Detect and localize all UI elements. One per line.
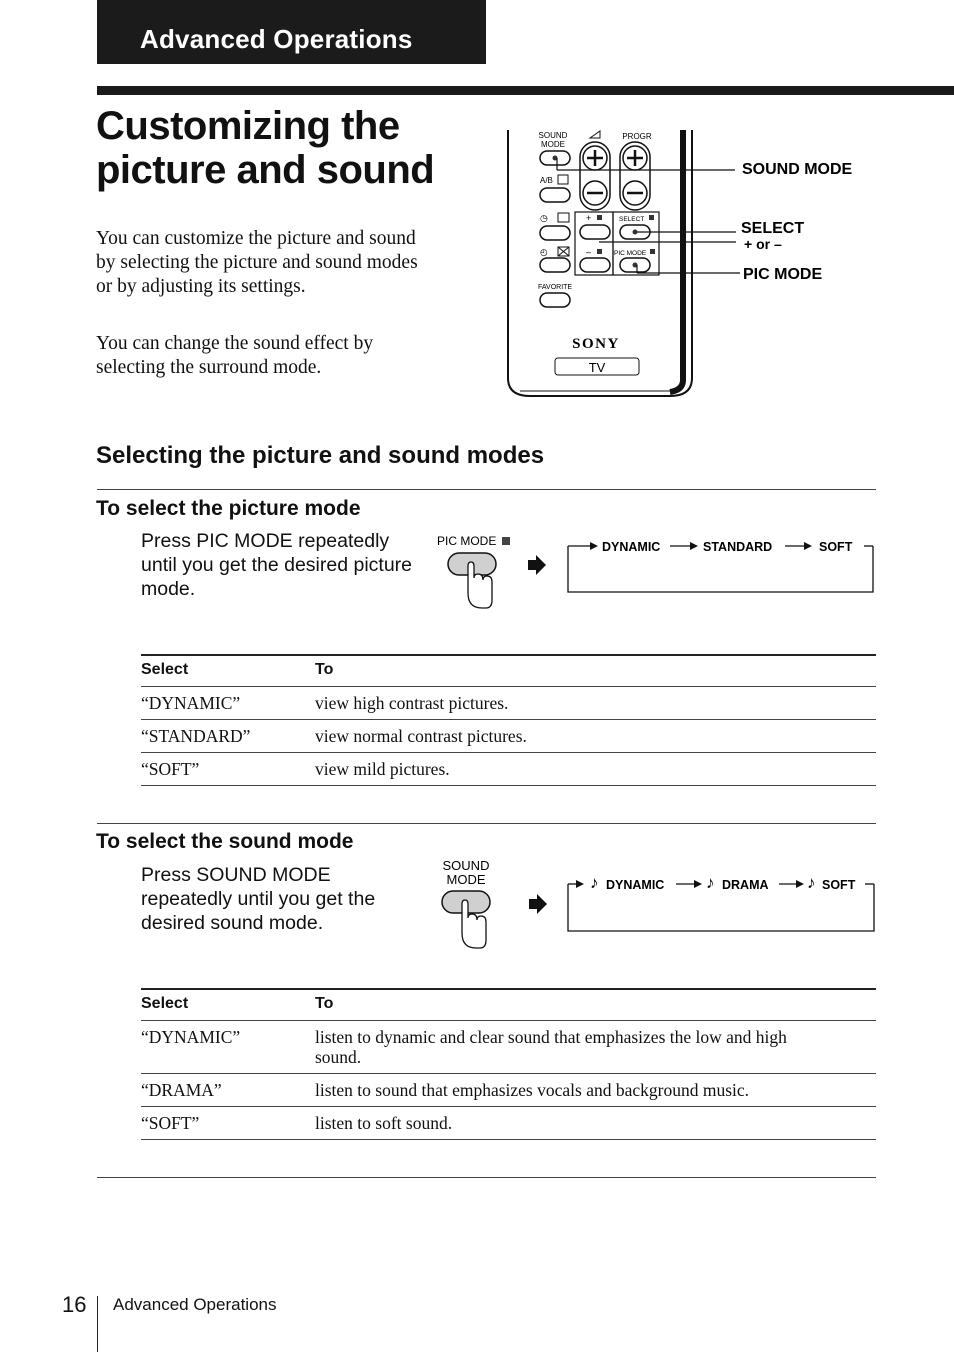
sound-cycle-item-drama: DRAMA bbox=[722, 878, 769, 892]
remote-mute-button bbox=[540, 258, 570, 272]
intro-paragraph-1: You can customize the picture and sound by selecting the picture and sound modes or by adjusting its settings. bbox=[96, 228, 418, 297]
table-header-row bbox=[141, 989, 876, 1021]
remote-plus-button bbox=[580, 225, 610, 239]
remote-ab-button bbox=[540, 188, 570, 202]
section-divider bbox=[97, 1177, 876, 1178]
sound-mode-table bbox=[141, 988, 876, 1140]
page-title: Customizing the picture and sound bbox=[96, 104, 435, 192]
sound-cycle-item-soft: SOFT bbox=[822, 878, 856, 892]
remote-select-label: SELECT bbox=[619, 216, 645, 223]
table-row bbox=[141, 753, 876, 786]
header-rule bbox=[97, 86, 954, 95]
pic-mode-button-label: PIC MODE bbox=[437, 534, 497, 548]
table-header-select: Select bbox=[141, 989, 315, 1021]
pic-cycle-item-dynamic: DYNAMIC bbox=[602, 540, 661, 554]
picture-mode-heading: To select the picture mode bbox=[96, 497, 361, 520]
picture-mode-diagram bbox=[430, 530, 880, 615]
section-divider bbox=[97, 489, 876, 490]
table-cell: listen to sound that emphasizes vocals and background music. bbox=[315, 1074, 876, 1107]
picture-mode-instruction: Press PIC MODE repeatedly until you get the desired picture mode. bbox=[141, 530, 413, 600]
remote-illustration bbox=[500, 128, 880, 403]
remote-tv-label: TV bbox=[588, 360, 606, 375]
table-row bbox=[141, 1074, 876, 1107]
table-cell: view high contrast pictures. bbox=[315, 687, 876, 720]
sound-mode-diagram bbox=[430, 855, 880, 955]
table-row bbox=[141, 1107, 876, 1140]
header-tab bbox=[97, 0, 486, 64]
sound-mode-button-label-bottom: MODE bbox=[446, 872, 486, 887]
callout-select: SELECT bbox=[741, 220, 805, 237]
intro-paragraph-2: You can change the sound effect by selecting the surround mode. bbox=[96, 333, 374, 378]
sony-logo: SONY bbox=[572, 336, 620, 352]
table-header-to: To bbox=[315, 655, 876, 687]
section-divider bbox=[97, 823, 876, 824]
sound-mode-heading: To select the sound mode bbox=[96, 830, 354, 853]
remote-progr-label: PROGR bbox=[622, 132, 652, 141]
callout-pic-mode: PIC MODE bbox=[743, 266, 823, 283]
music-note-icon: ♪ bbox=[706, 873, 715, 892]
table-header-to: To bbox=[315, 989, 876, 1021]
table-cell: “DYNAMIC” bbox=[141, 687, 315, 720]
music-note-icon: ♪ bbox=[807, 873, 816, 892]
footer-divider bbox=[97, 1296, 98, 1352]
remote-timer-button bbox=[540, 226, 570, 240]
table-cell: “DYNAMIC” bbox=[141, 1021, 315, 1074]
music-note-icon: ♪ bbox=[590, 873, 599, 892]
arrow-right-icon bbox=[529, 894, 547, 914]
table-header-select: Select bbox=[141, 655, 315, 687]
clock-icon: ◴ bbox=[540, 247, 548, 257]
table-header-row bbox=[141, 655, 876, 687]
remote-sound-label-bottom: MODE bbox=[541, 140, 565, 149]
remote-minus-label: – bbox=[586, 247, 592, 257]
remote-favorite-button bbox=[540, 293, 570, 307]
pic-cycle-item-standard: STANDARD bbox=[703, 540, 773, 554]
table-cell: listen to dynamic and clear sound that emphasizes the low and high sound. bbox=[315, 1021, 876, 1074]
sound-mode-instruction: Press SOUND MODE repeatedly until you get the desired sound mode. bbox=[141, 864, 376, 934]
table-cell: listen to soft sound. bbox=[315, 1107, 876, 1140]
page-number: 16 bbox=[62, 1292, 87, 1317]
table-row bbox=[141, 720, 876, 753]
remote-favorite-label: FAVORITE bbox=[538, 284, 573, 291]
arrow-right-icon bbox=[528, 555, 546, 575]
table-row bbox=[141, 1021, 876, 1074]
table-cell: view normal contrast pictures. bbox=[315, 720, 876, 753]
callout-sound-mode: SOUND MODE bbox=[742, 161, 853, 178]
timer-icon: ◷ bbox=[540, 213, 548, 223]
table-row bbox=[141, 687, 876, 720]
remote-minus-button bbox=[580, 258, 610, 272]
remote-picmode-label: PIC MODE bbox=[614, 250, 647, 257]
table-cell: “SOFT” bbox=[141, 753, 315, 786]
footer-section-label: Advanced Operations bbox=[113, 1295, 277, 1314]
remote-sound-label-top: SOUND bbox=[538, 131, 568, 140]
table-cell: “DRAMA” bbox=[141, 1074, 315, 1107]
sound-cycle-item-dynamic: DYNAMIC bbox=[606, 878, 665, 892]
remote-plus-label: + bbox=[586, 213, 592, 223]
picture-mode-table bbox=[141, 654, 876, 786]
table-cell: “SOFT” bbox=[141, 1107, 315, 1140]
pic-cycle-item-soft: SOFT bbox=[819, 540, 853, 554]
volume-icon bbox=[590, 131, 600, 138]
section-heading: Selecting the picture and sound modes bbox=[96, 442, 545, 469]
sound-mode-button-label-top: SOUND bbox=[442, 858, 490, 873]
header-tab-label: Advanced Operations bbox=[140, 24, 413, 54]
remote-ab-label: A/B bbox=[540, 176, 553, 185]
table-cell: view mild pictures. bbox=[315, 753, 876, 786]
table-cell: “STANDARD” bbox=[141, 720, 315, 753]
callout-plus-minus: + or – bbox=[744, 236, 782, 252]
